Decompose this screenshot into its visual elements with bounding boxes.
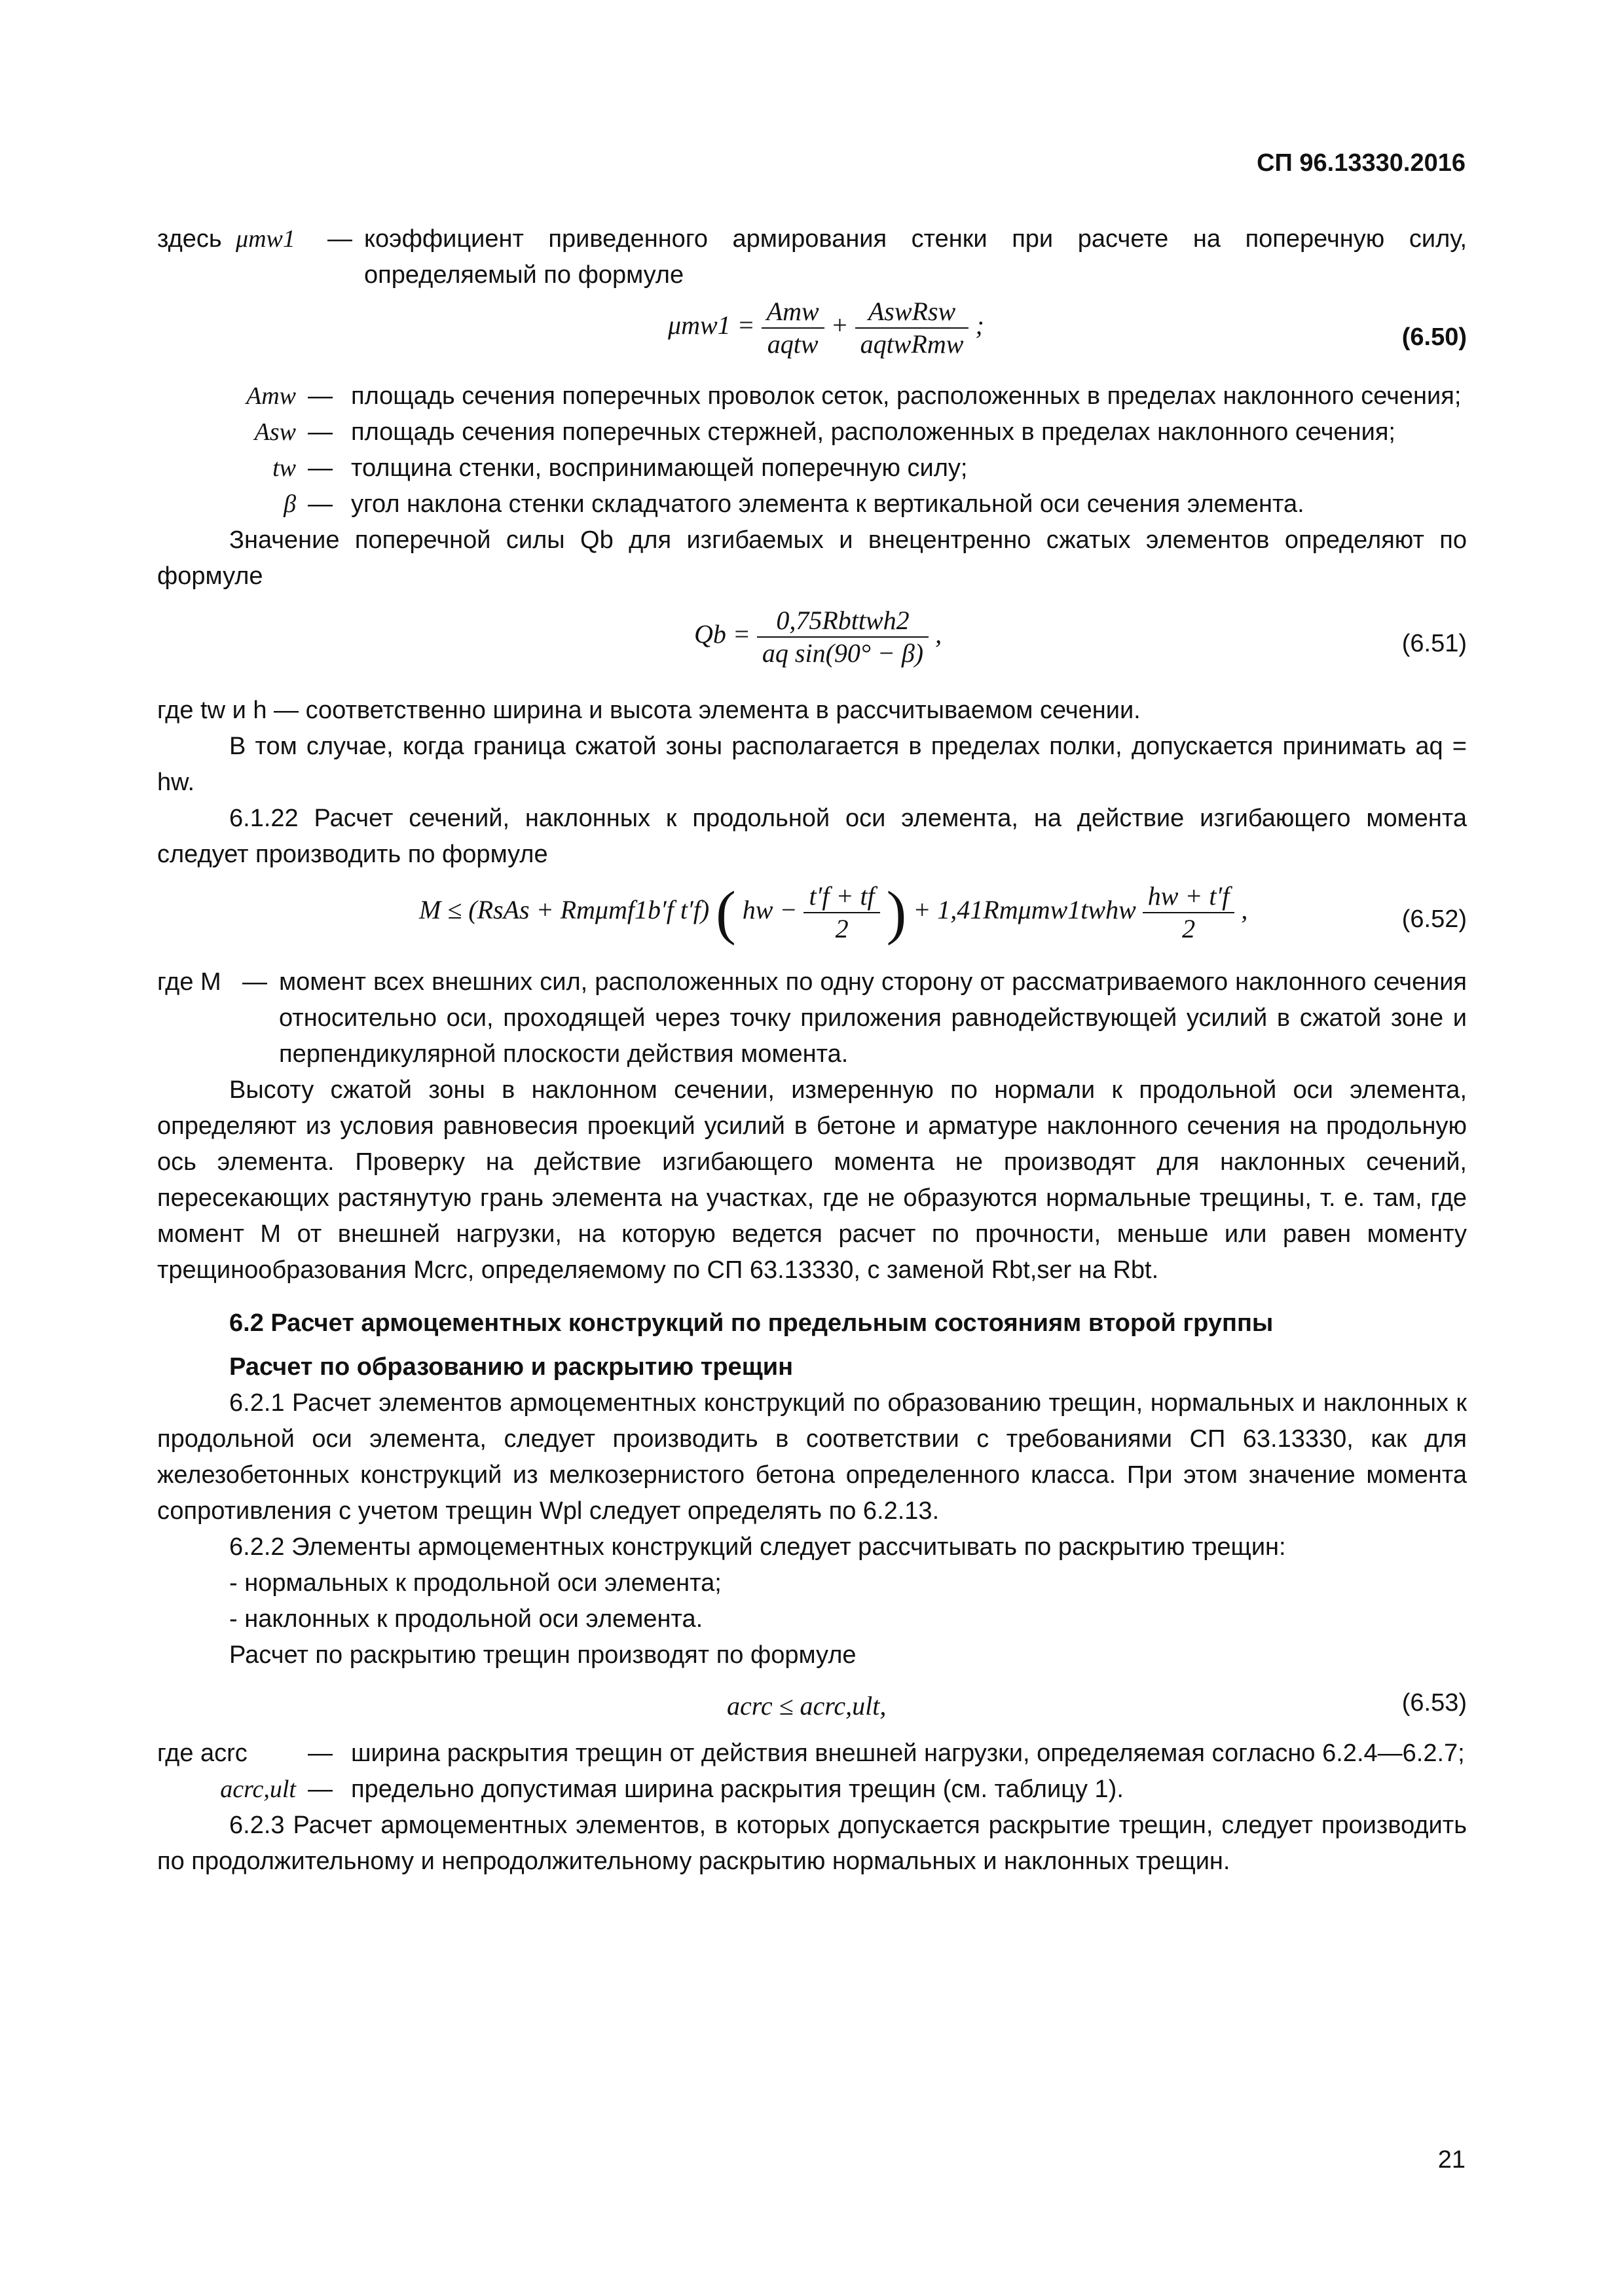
definition-symbol: acrc,ult [220, 1776, 296, 1803]
definition-text: предельно допустимая ширина раскрытия трещин (см. таблицу 1). [351, 1776, 1124, 1803]
formula-6-53 [157, 1673, 1467, 1736]
definition-dash: — [327, 225, 352, 253]
definition-text: коэффициент приведенного армирования стенки при расчете на поперечную силу, определяемый по формуле [364, 225, 1467, 289]
formula-part: M ≤ (RsAs + Rmμmf1b′f t′f) [419, 895, 710, 925]
formula-6-51 [157, 594, 1467, 693]
definition-symbol: Asw [254, 418, 296, 446]
plus-sign: + [830, 310, 849, 340]
formula-number: (6.50) [1401, 323, 1467, 351]
formula-number: (6.52) [1401, 905, 1467, 933]
denominator: 2 [1182, 914, 1196, 943]
document-id: СП 96.13330.2016 [1257, 149, 1466, 177]
formula-expression: acrc ≤ acrc,ult, [727, 1691, 887, 1721]
definition-lead: где M [157, 968, 221, 996]
list-item: - нормальных к продольной оси элемента; [229, 1569, 722, 1597]
definition-symbol: Amw [246, 382, 296, 410]
definition-dash: — [242, 968, 267, 996]
definition-dash: — [308, 454, 333, 482]
definition-text: ширина раскрытия трещин от действия внешней нагрузки, определяемая согласно 6.2.4—6.2.7; [351, 1740, 1465, 1767]
definition-symbol: tw [272, 454, 296, 482]
right-paren: ) [886, 879, 907, 946]
fraction [855, 296, 969, 360]
denominator: 2 [835, 914, 849, 943]
denominator: aqtwRmw [860, 329, 964, 359]
section-heading-6-2: 6.2 Расчет армоцементных конструкций по предельным состояниям второй группы [229, 1309, 1274, 1337]
formula-part: + 1,41Rmμmw1twhw [913, 895, 1136, 925]
formula-tail: ; [975, 310, 984, 340]
paragraph-6-2-1: 6.2.1 Расчет элементов армоцементных конструкций по образованию трещин, нормальных и наклонных к продольной оси элемента, следует производить в соответствии с требованиями СП 63.13330, как для железобетонных конструкций из мелкозернистого бетона определенного класса. При этом значение момента сопротивления с учетом трещин Wpl следует определять по 6.2.13. [157, 1389, 1467, 1525]
definition-dash: — [308, 382, 333, 410]
definition-dash: — [308, 1740, 333, 1767]
fraction [1143, 881, 1235, 945]
formula-expression [668, 296, 984, 360]
definition-mu-mw1 [157, 221, 1467, 293]
formula-6-52 [157, 873, 1467, 964]
formula-6-50 [157, 293, 1467, 378]
formula-lhs: Qb = [694, 619, 750, 649]
definition-list-crc [157, 1736, 1467, 1808]
definition-text: площадь сечения поперечных стержней, расположенных в пределах наклонного сечения; [351, 418, 1395, 446]
left-paren: ( [716, 879, 736, 946]
paragraph-where-tw: где tw и h — соответственно ширина и высота элемента в рассчитываемом сечении. [157, 697, 1141, 724]
formula-tail: , [1241, 895, 1248, 925]
numerator: hw + t′f [1143, 881, 1235, 913]
paragraph-compressed-zone: Высоту сжатой зоны в наклонном сечении, измеренную по нормали к продольной оси элемента, определяют из условия равновесия проекций усилий в бетоне и арматуре наклонного сечения на продольную ось элемента. Проверку на действие изгибающего момента не производят для наклонных сечений, пересекающих растянутую грань элемента на участках, где не образуются нормальные трещины, т. е. там, где момент M от внешней нагрузки, на которую ведется расчет по прочности, меньше или равен моменту трещинообразования Mcrc, определяемому по СП 63.13330, с заменой Rbt,ser на Rbt. [157, 1076, 1467, 1284]
numerator: Amw [762, 296, 824, 329]
definition-list [157, 378, 1467, 522]
formula-expression [694, 605, 942, 669]
paragraph-qb: Значение поперечной силы Qb для изгибаемых и внецентренно сжатых элементов определяют по формуле [157, 526, 1467, 590]
formula-tail: , [935, 619, 942, 649]
fraction [762, 296, 824, 360]
definition-m [157, 964, 1467, 1072]
subsection-heading-cracks: Расчет по образованию и раскрытию трещин [229, 1353, 794, 1381]
paragraph-calc-formula: Расчет по раскрытию трещин производят по формуле [229, 1641, 857, 1669]
definition-text: толщина стенки, воспринимающей поперечную силу; [351, 454, 968, 482]
definition-dash: — [308, 418, 333, 446]
formula-lhs: μmw1 = [668, 310, 755, 340]
definition-text: угол наклона стенки складчатого элемента к вертикальной оси сечения элемента. [351, 490, 1304, 518]
paragraph-6-1-22: 6.1.22 Расчет сечений, наклонных к продольной оси элемента, на действие изгибающего момента следует производить по формуле [157, 805, 1467, 868]
formula-expression [419, 881, 1247, 945]
numerator: AswRsw [855, 296, 969, 329]
definition-text: момент всех внешних сил, расположенных по одну сторону от рассматриваемого наклонного сечения относительно оси, проходящей через точку приложения равнодействующей усилий в сжатой зоне и перпендикулярной плоскости действия момента. [279, 968, 1467, 1068]
numerator: 0,75Rbttwh2 [757, 605, 929, 638]
definition-symbol: μmw1 [236, 225, 295, 253]
fraction [803, 881, 879, 945]
list-item: - наклонных к продольной оси элемента. [229, 1605, 703, 1633]
numerator: t′f + tf [803, 881, 879, 913]
formula-number: (6.53) [1401, 1689, 1467, 1717]
definition-text: площадь сечения поперечных проволок сеток, расположенных в пределах наклонного сечения; [351, 382, 1462, 410]
paragraph-6-2-2: 6.2.2 Элементы армоцементных конструкций следует рассчитывать по раскрытию трещин: [229, 1533, 1286, 1561]
fraction [757, 605, 929, 669]
denominator: aqtw [767, 329, 819, 359]
definition-dash: — [308, 490, 333, 518]
definition-symbol: где acrc [157, 1740, 248, 1767]
page-number: 21 [1437, 2146, 1466, 2174]
denominator: aq sin(90° − β) [762, 638, 924, 668]
formula-part: hw − [742, 895, 798, 925]
definition-dash: — [308, 1776, 333, 1803]
paragraph-6-2-3: 6.2.3 Расчет армоцементных элементов, в которых допускается раскрытие трещин, следует производить по продолжительному и непродолжительному раскрытию нормальных и наклонных трещин. [157, 1812, 1467, 1875]
definition-lead: здесь [157, 225, 222, 253]
formula-number: (6.51) [1401, 630, 1467, 657]
definition-symbol: β [284, 490, 296, 518]
page-content [157, 221, 1467, 1880]
paragraph-case: В том случае, когда граница сжатой зоны располагается в пределах полки, допускается принимать aq = hw. [157, 733, 1467, 796]
